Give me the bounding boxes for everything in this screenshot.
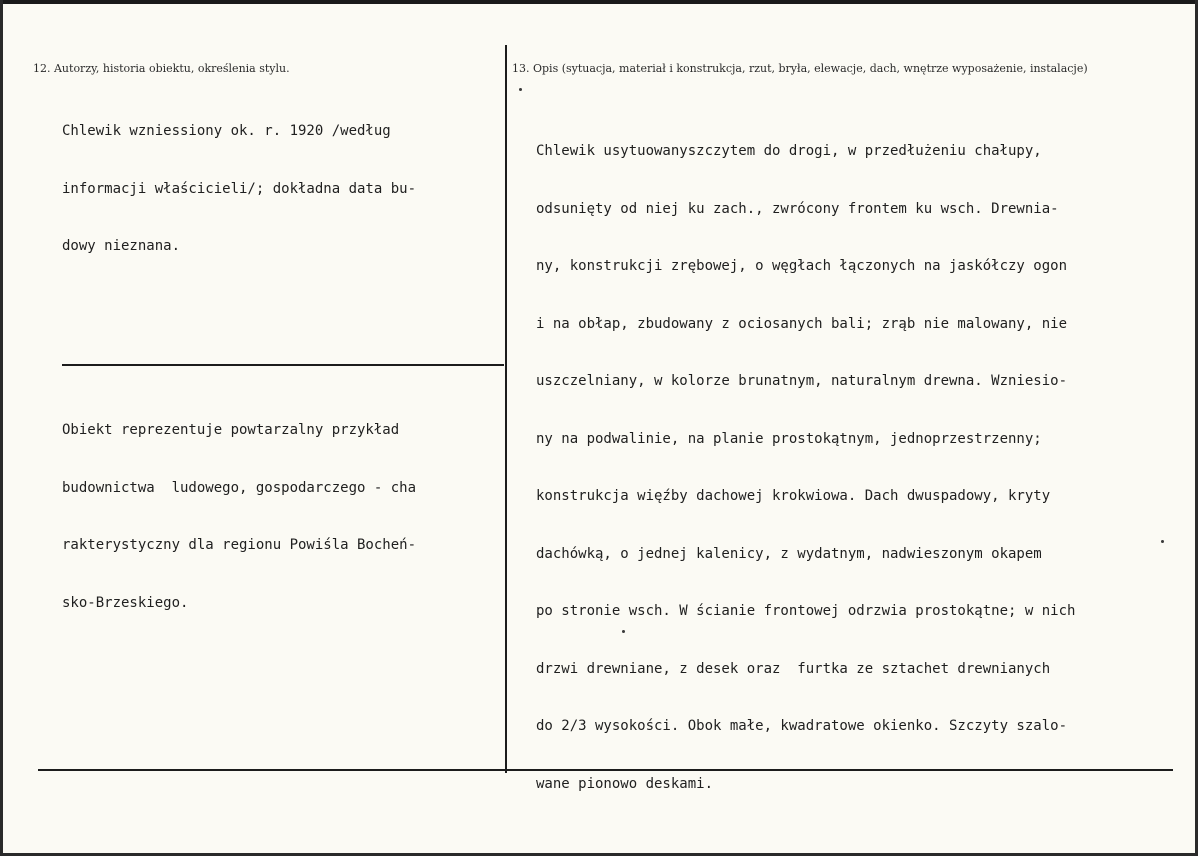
- description-line: do 2/3 wysokości. Obok małe, kwadratowe okienko. Szczyty szalo-: [536, 718, 1068, 734]
- section-12-heading: 12. Autorzy, historia obiektu, określenia stylu.: [33, 62, 290, 75]
- left-section-divider: [62, 364, 504, 366]
- assessment-line: rakterystyczny dla regionu Powiśla Bocheń-: [62, 537, 417, 553]
- ink-dot: [519, 88, 522, 91]
- description-line: drzwi drewniane, z desek oraz furtka ze sztachet drewnianych: [536, 660, 1051, 677]
- ink-dot: [622, 630, 625, 633]
- description-line: dachówką, o jednej kalenicy, z wydatnym, nadwieszonym okapem: [536, 545, 1042, 562]
- description-line: odsunięty od niej ku zach., zwrócony frontem ku wsch. Drewnia-: [536, 200, 1059, 217]
- description-line: uszczelniany, w kolorze brunatnym, naturalnym drewna. Wzniesio-: [536, 373, 1068, 389]
- section-13-heading: 13. Opis (sytuacja, materiał i konstrukcja, rzut, bryła, elewacje, dach, wnętrze wyposażenie, instalacje): [512, 62, 1088, 75]
- assessment-text: [62, 386, 416, 648]
- column-divider: [505, 45, 507, 773]
- assessment-line: sko-Brzeskiego.: [62, 594, 189, 611]
- description-text: [536, 107, 1075, 829]
- assessment-line: budownictwa ludowego, gospodarczego - cha: [62, 479, 417, 496]
- card-left-edge: [0, 0, 3, 856]
- description-line: po stronie wsch. W ścianie frontowej odrzwia prostokątne; w nich: [536, 603, 1076, 619]
- authors-line: dowy nieznana.: [62, 238, 181, 254]
- card-top-edge: [0, 0, 1198, 4]
- description-line: ny na podwalinie, na planie prostokątnym, jednoprzestrzenny;: [536, 430, 1042, 447]
- description-line: i na obłap, zbudowany z ociosanych bali; zrąb nie malowany, nie: [536, 315, 1068, 332]
- description-line: wane pionowo deskami.: [536, 775, 714, 792]
- ink-dot: [1161, 540, 1164, 543]
- authors-line: informacji właścicieli/; dokładna data bu-: [62, 180, 417, 197]
- description-line: ny, konstrukcji zrębowej, o węgłach łączonych na jaskółczy ogon: [536, 258, 1068, 274]
- description-line: konstrukcja więźby dachowej krokwiowa. Dach dwuspadowy, kryty: [536, 488, 1051, 504]
- authors-line: Chlewik wzniessiony ok. r. 1920 /według: [62, 123, 391, 139]
- authors-history-text: [62, 87, 416, 292]
- description-line: Chlewik usytuowanyszczytem do drogi, w przedłużeniu chałupy,: [536, 143, 1042, 159]
- assessment-line: Obiekt reprezentuje powtarzalny przykład: [62, 422, 400, 438]
